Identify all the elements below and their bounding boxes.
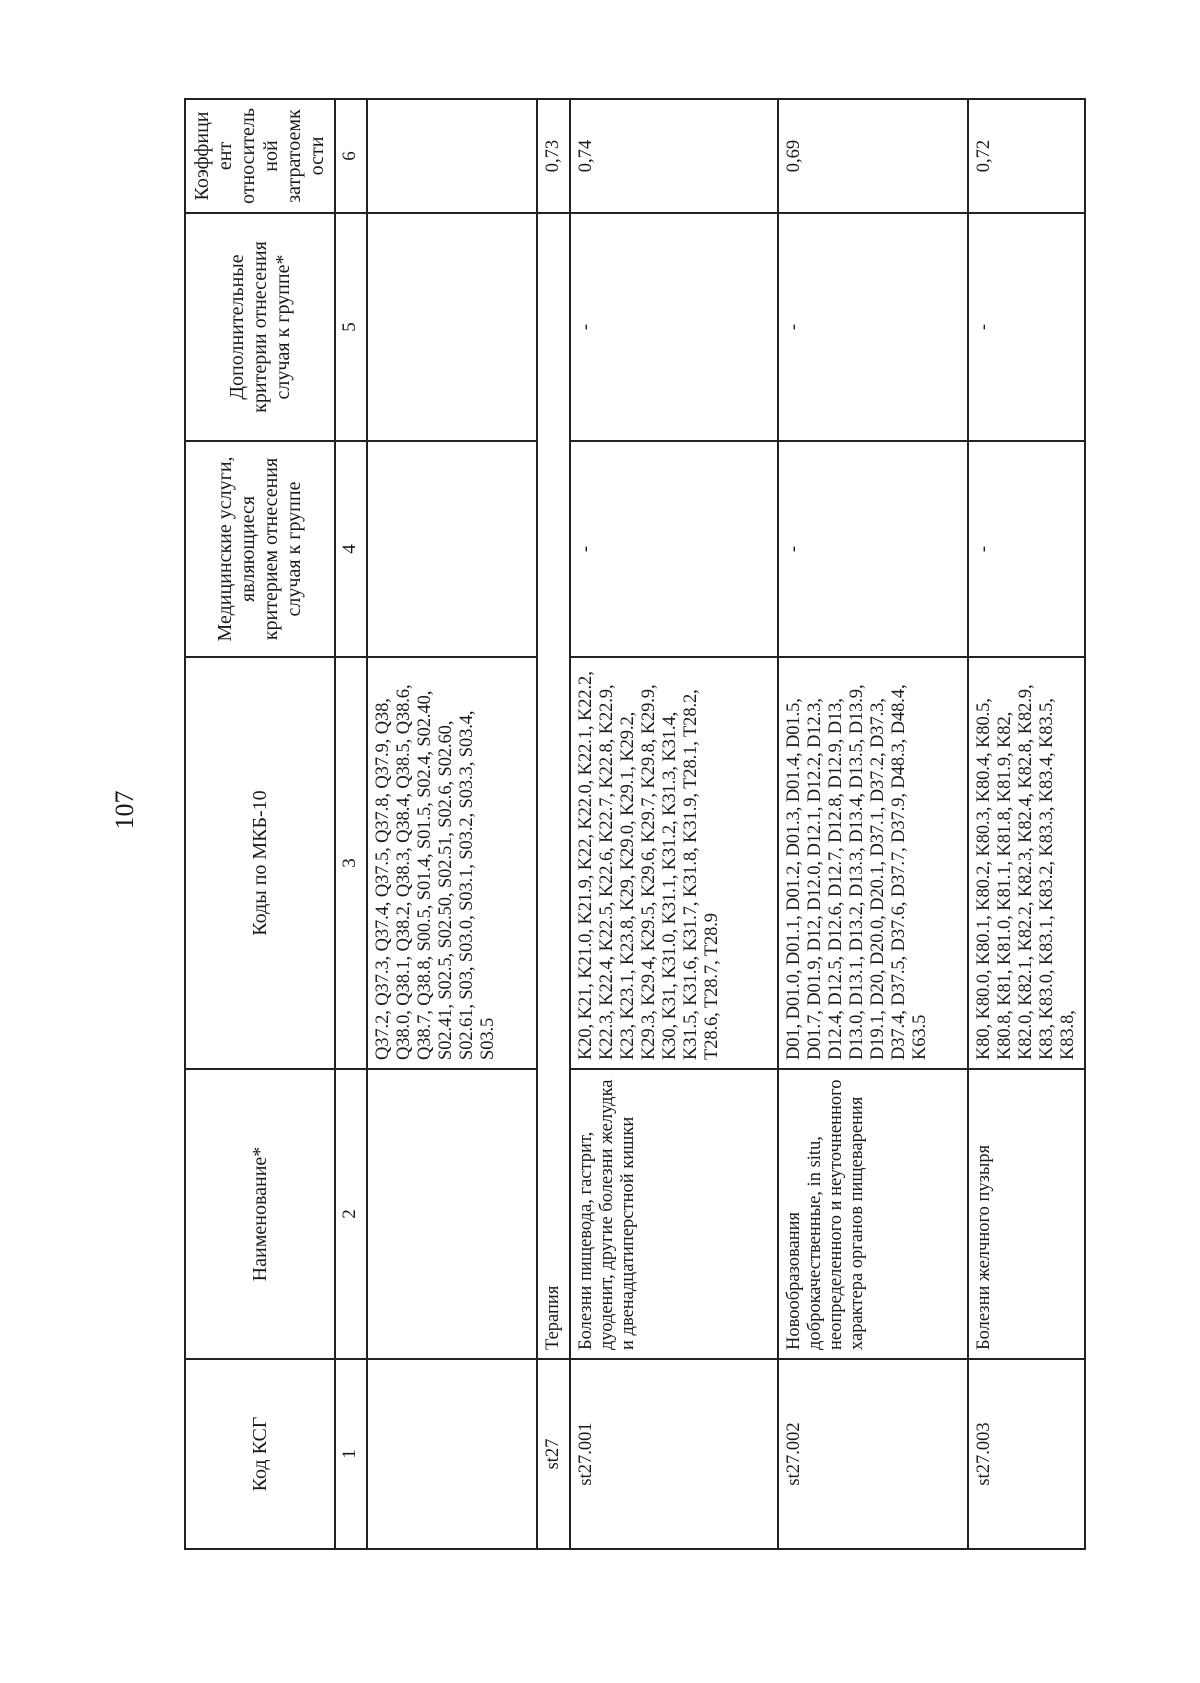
cell-coefficient: 0,72 bbox=[968, 99, 1085, 213]
cell-icd-codes: K80, K80.0, K80.1, K80.2, K80.3, K80.4, K80.5, K80.8, K81, K81.0, K81.1, K81.8, K81.9, K82, K82.0, K82.1, K82.2, K82.3, K82.4, K82.8, K82.9, K83, K83.0, K83.1, K83.2, K83.3, K83.4, K83.5, K83.8, bbox=[968, 657, 1085, 1069]
header-name: Наименование* bbox=[185, 1069, 335, 1359]
cell-services bbox=[367, 441, 537, 657]
column-number-row bbox=[335, 99, 367, 1549]
table-row-group-header bbox=[537, 99, 570, 1549]
column-number: 2 bbox=[335, 1069, 367, 1359]
cell-icd-codes: K20, K21, K21.0, K21.9, K22, K22.0, K22.1, K22.2, K22.3, K22.4, K22.5, K22.6, K22.7, K22.8, K22.9, K23, K23.1, K23.8, K29, K29.0, K29.1, K29.2, K29.3, K29.4, K29.5, K29.6, K29.7, K29.8, K29.9, K30, K31, K31.0, K31.1, K31.2, K31.3, K31.4, K31.5, K31.6, K31.7, K31.8, K31.9, T28.1, T28.2, T28.6, T28.7, T28.9 bbox=[570, 657, 778, 1069]
cell-coefficient: 0,74 bbox=[570, 99, 778, 213]
header-coefficient: Коэффициент относительной затратоемкости bbox=[185, 99, 335, 213]
cell-icd-codes: D01, D01.0, D01.1, D01.2, D01.3, D01.4, D01.5, D01.7, D01.9, D12, D12.0, D12.1, D12.2, D12.3, D12.4, D12.5, D12.6, D12.7, D12.8, D12.9, D13, D13.0, D13.1, D13.2, D13.3, D13.4, D13.5, D13.9, D19.1, D20, D20.0, D20.1, D37.1, D37.2, D37.3, D37.4, D37.5, D37.6, D37.7, D37.9, D48.3, D48.4, K63.5 bbox=[778, 657, 968, 1069]
cell-name bbox=[367, 1069, 537, 1359]
table-header-row bbox=[185, 99, 335, 1549]
table-row bbox=[778, 99, 968, 1549]
header-extra-criteria: Дополнительные критерии отнесения случая к группе* bbox=[185, 213, 335, 441]
cell-coefficient: 0,69 bbox=[778, 99, 968, 213]
group-code: st27 bbox=[537, 1359, 570, 1549]
header-ksg-code: Код КСГ bbox=[185, 1359, 335, 1549]
cell-extra-criteria: - bbox=[778, 213, 968, 441]
cell-coefficient bbox=[367, 99, 537, 213]
page-number: 107 bbox=[110, 790, 139, 830]
cell-extra-criteria bbox=[367, 213, 537, 441]
cell-services: - bbox=[968, 441, 1085, 657]
cell-code bbox=[367, 1359, 537, 1549]
column-number: 3 bbox=[335, 657, 367, 1069]
rotated-table-container bbox=[184, 100, 1094, 1550]
header-services: Медицинские услуги, являющиеся критерием отнесения случая к группе bbox=[185, 441, 335, 657]
cell-code: st27.001 bbox=[570, 1359, 778, 1549]
group-coefficient: 0,73 bbox=[537, 99, 570, 213]
table-row bbox=[968, 99, 1085, 1549]
group-name: Терапия bbox=[537, 213, 570, 1359]
table-row bbox=[570, 99, 778, 1549]
cell-icd-codes: Q37.2, Q37.3, Q37.4, Q37.5, Q37.8, Q37.9, Q38, Q38.0, Q38.1, Q38.2, Q38.3, Q38.4, Q38.5, Q38.6, Q38.7, Q38.8, S00.5, S01.4, S01.5, S02.4, S02.40, S02.41, S02.5, S02.50, S02.51, S02.6, S02.60, S02.61, S03, S03.0, S03.1, S03.2, S03.3, S03.4, S03.5 bbox=[367, 657, 537, 1069]
table-row-continuation bbox=[367, 99, 537, 1549]
column-number: 4 bbox=[335, 441, 367, 657]
ksg-table bbox=[184, 98, 1086, 1550]
cell-extra-criteria: - bbox=[570, 213, 778, 441]
column-number: 1 bbox=[335, 1359, 367, 1549]
cell-services: - bbox=[570, 441, 778, 657]
cell-name: Новообразования доброкачественные, in situ, неопределенного и неуточненного характера органов пищеварения bbox=[778, 1069, 968, 1359]
header-icd-codes: Коды по МКБ-10 bbox=[185, 657, 335, 1069]
cell-name: Болезни желчного пузыря bbox=[968, 1069, 1085, 1359]
cell-name: Болезни пищевода, гастрит, дуоденит, другие болезни желудка и двенадцатиперстной кишки bbox=[570, 1069, 778, 1359]
cell-services: - bbox=[778, 441, 968, 657]
column-number: 5 bbox=[335, 213, 367, 441]
cell-code: st27.002 bbox=[778, 1359, 968, 1549]
column-number: 6 bbox=[335, 99, 367, 213]
cell-extra-criteria: - bbox=[968, 213, 1085, 441]
cell-code: st27.003 bbox=[968, 1359, 1085, 1549]
